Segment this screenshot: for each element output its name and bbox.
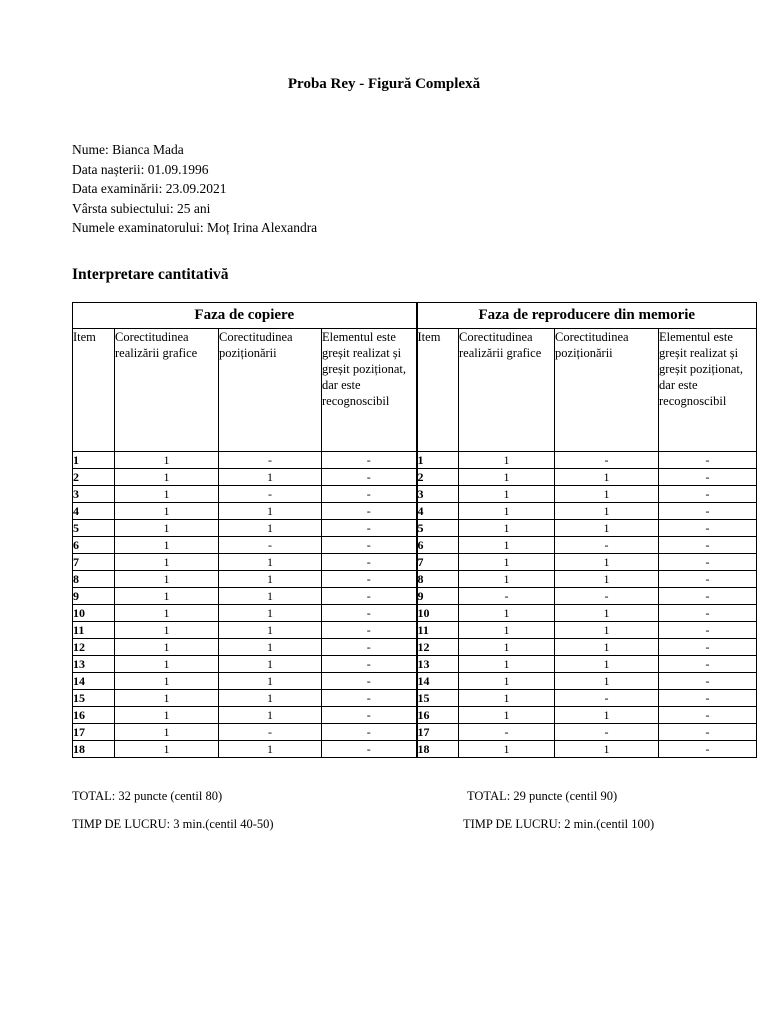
item-number-cell: 3 <box>417 486 459 503</box>
table-row <box>73 707 757 724</box>
col-recognizable: Elementul este greșit realizat și greșit poziționat, dar este recognoscibil <box>322 329 417 452</box>
item-number-cell: 2 <box>73 469 115 486</box>
score-cell: 1 <box>219 622 322 639</box>
table-row <box>73 588 757 605</box>
col-graphic-accuracy: Corectitudinea realizării grafice <box>115 329 219 452</box>
results-table <box>72 302 757 758</box>
item-number-cell: 7 <box>417 554 459 571</box>
score-cell: 1 <box>115 741 219 758</box>
score-cell: 1 <box>115 571 219 588</box>
item-number-cell: 8 <box>417 571 459 588</box>
table-row <box>73 605 757 622</box>
table-row <box>73 537 757 554</box>
exam-date: Data examinării: 23.09.2021 <box>72 181 227 196</box>
score-cell: - <box>219 452 322 469</box>
score-cell: 1 <box>555 656 659 673</box>
item-number-cell: 9 <box>73 588 115 605</box>
item-number-cell: 1 <box>73 452 115 469</box>
table-row <box>73 503 757 520</box>
score-cell: - <box>322 656 417 673</box>
score-cell: 1 <box>115 673 219 690</box>
section-title: Interpretare cantitativă <box>72 266 229 283</box>
item-number-cell: 12 <box>417 639 459 656</box>
item-number-cell: 18 <box>417 741 459 758</box>
item-number-cell: 15 <box>73 690 115 707</box>
score-cell: - <box>659 690 757 707</box>
copy-time: TIMP DE LUCRU: 3 min.(centil 40-50) <box>72 817 274 831</box>
item-number-cell: 14 <box>73 673 115 690</box>
item-number-cell: 6 <box>73 537 115 554</box>
score-cell: 1 <box>219 707 322 724</box>
score-cell: - <box>659 469 757 486</box>
score-cell: - <box>322 622 417 639</box>
score-cell: 1 <box>555 605 659 622</box>
score-cell: 1 <box>219 503 322 520</box>
col-item: Item <box>417 329 459 452</box>
score-cell: - <box>555 690 659 707</box>
score-cell: - <box>555 452 659 469</box>
score-cell: - <box>659 588 757 605</box>
score-cell: - <box>322 724 417 741</box>
table-row <box>73 486 757 503</box>
table-row <box>73 520 757 537</box>
item-number-cell: 6 <box>417 537 459 554</box>
score-cell: - <box>659 486 757 503</box>
score-cell: - <box>659 537 757 554</box>
examiner-name: Numele examinatorului: Moț Irina Alexandra <box>72 220 318 235</box>
score-cell: - <box>659 520 757 537</box>
score-cell: 1 <box>219 656 322 673</box>
score-cell: - <box>659 707 757 724</box>
score-cell: 1 <box>115 724 219 741</box>
score-cell: 1 <box>115 486 219 503</box>
score-cell: 1 <box>115 452 219 469</box>
score-cell: 1 <box>219 554 322 571</box>
score-cell: - <box>555 537 659 554</box>
score-cell: 1 <box>555 486 659 503</box>
score-cell: - <box>659 724 757 741</box>
score-cell: - <box>659 622 757 639</box>
score-cell: 1 <box>115 537 219 554</box>
phase-copy-header: Faza de copiere <box>73 303 417 329</box>
col-item: Item <box>73 329 115 452</box>
score-cell: - <box>555 588 659 605</box>
score-cell: - <box>459 724 555 741</box>
score-cell: 1 <box>459 452 555 469</box>
item-number-cell: 13 <box>73 656 115 673</box>
score-cell: - <box>659 503 757 520</box>
item-number-cell: 13 <box>417 656 459 673</box>
score-cell: - <box>219 724 322 741</box>
score-cell: 1 <box>219 469 322 486</box>
score-cell: 1 <box>555 707 659 724</box>
score-cell: 1 <box>555 571 659 588</box>
score-cell: - <box>322 537 417 554</box>
score-cell: 1 <box>219 605 322 622</box>
score-cell: - <box>322 639 417 656</box>
score-cell: - <box>659 571 757 588</box>
score-cell: 1 <box>219 520 322 537</box>
score-cell: - <box>659 656 757 673</box>
score-cell: 1 <box>459 520 555 537</box>
item-number-cell: 14 <box>417 673 459 690</box>
item-number-cell: 7 <box>73 554 115 571</box>
item-number-cell: 5 <box>73 520 115 537</box>
score-cell: - <box>659 741 757 758</box>
score-cell: - <box>659 452 757 469</box>
score-cell: - <box>659 673 757 690</box>
score-cell: 1 <box>115 639 219 656</box>
table-row <box>73 673 757 690</box>
score-cell: 1 <box>115 554 219 571</box>
item-number-cell: 10 <box>73 605 115 622</box>
score-cell: 1 <box>115 520 219 537</box>
subject-age: Vârsta subiectului: 25 ani <box>72 200 211 216</box>
item-number-cell: 4 <box>73 503 115 520</box>
score-cell: - <box>659 639 757 656</box>
table-row <box>73 469 757 486</box>
table-row <box>73 724 757 741</box>
score-cell: 1 <box>459 554 555 571</box>
table-row <box>73 571 757 588</box>
score-cell: - <box>322 503 417 520</box>
score-cell: 1 <box>115 656 219 673</box>
score-cell: 1 <box>555 741 659 758</box>
item-number-cell: 3 <box>73 486 115 503</box>
item-number-cell: 11 <box>417 622 459 639</box>
memory-time: TIMP DE LUCRU: 2 min.(centil 100) <box>463 817 655 831</box>
score-cell: - <box>322 741 417 758</box>
score-cell: 1 <box>115 622 219 639</box>
score-cell: - <box>322 520 417 537</box>
score-cell: - <box>322 452 417 469</box>
item-number-cell: 17 <box>417 724 459 741</box>
score-cell: 1 <box>555 673 659 690</box>
item-number-cell: 10 <box>417 605 459 622</box>
score-cell: 1 <box>115 690 219 707</box>
score-cell: 1 <box>555 639 659 656</box>
table-row <box>73 452 757 469</box>
score-cell: 1 <box>219 571 322 588</box>
score-cell: - <box>659 605 757 622</box>
table-row <box>73 639 757 656</box>
score-cell: 1 <box>555 622 659 639</box>
table-row <box>73 656 757 673</box>
score-cell: 1 <box>115 469 219 486</box>
score-cell: - <box>555 724 659 741</box>
score-cell: - <box>322 588 417 605</box>
score-cell: - <box>322 673 417 690</box>
phase-memory-header: Faza de reproducere din memorie <box>417 303 757 329</box>
score-cell: 1 <box>459 639 555 656</box>
item-number-cell: 15 <box>417 690 459 707</box>
item-number-cell: 2 <box>417 469 459 486</box>
item-number-cell: 9 <box>417 588 459 605</box>
item-number-cell: 8 <box>73 571 115 588</box>
score-cell: 1 <box>555 503 659 520</box>
birth-date: Data nașterii: 01.09.1996 <box>72 161 209 177</box>
item-number-cell: 16 <box>73 707 115 724</box>
score-cell: 1 <box>459 571 555 588</box>
score-cell: 1 <box>459 537 555 554</box>
item-number-cell: 5 <box>417 520 459 537</box>
memory-total: TOTAL: 29 puncte (centil 90) <box>467 789 618 803</box>
score-cell: 1 <box>555 469 659 486</box>
table-row <box>73 622 757 639</box>
score-cell: 1 <box>459 503 555 520</box>
score-cell: 1 <box>219 639 322 656</box>
table-row <box>73 690 757 707</box>
score-cell: - <box>322 486 417 503</box>
score-cell: - <box>322 469 417 486</box>
col-recognizable: Elementul este greșit realizat și greșit poziționat, dar este recognoscibil <box>659 329 757 452</box>
score-cell: 1 <box>459 486 555 503</box>
subject-info <box>72 140 317 238</box>
document-title: Proba Rey - Figură Complexă <box>287 76 481 92</box>
table-row <box>73 741 757 758</box>
col-graphic-accuracy: Corectitudinea realizării grafice <box>459 329 555 452</box>
score-cell: - <box>322 707 417 724</box>
score-cell: - <box>219 486 322 503</box>
score-cell: 1 <box>115 707 219 724</box>
score-cell: - <box>459 588 555 605</box>
item-number-cell: 4 <box>417 503 459 520</box>
score-cell: - <box>219 537 322 554</box>
copy-total: TOTAL: 32 puncte (centil 80) <box>72 789 223 803</box>
score-cell: 1 <box>459 622 555 639</box>
score-cell: 1 <box>459 690 555 707</box>
score-cell: 1 <box>459 469 555 486</box>
score-cell: - <box>322 690 417 707</box>
score-cell: - <box>322 554 417 571</box>
score-cell: 1 <box>219 673 322 690</box>
score-cell: 1 <box>115 503 219 520</box>
score-cell: 1 <box>459 605 555 622</box>
item-number-cell: 1 <box>417 452 459 469</box>
item-number-cell: 16 <box>417 707 459 724</box>
item-number-cell: 17 <box>73 724 115 741</box>
score-cell: 1 <box>555 554 659 571</box>
subject-name: Nume: Bianca Mada <box>72 142 184 157</box>
item-number-cell: 18 <box>73 741 115 758</box>
score-cell: - <box>322 605 417 622</box>
score-cell: 1 <box>555 520 659 537</box>
score-cell: - <box>322 571 417 588</box>
score-cell: - <box>659 554 757 571</box>
score-cell: 1 <box>219 741 322 758</box>
score-cell: 1 <box>459 673 555 690</box>
score-cell: 1 <box>219 690 322 707</box>
item-number-cell: 11 <box>73 622 115 639</box>
score-cell: 1 <box>115 588 219 605</box>
score-cell: 1 <box>219 588 322 605</box>
col-position-accuracy: Corectitudinea poziționării <box>555 329 659 452</box>
score-cell: 1 <box>459 656 555 673</box>
score-cell: 1 <box>459 741 555 758</box>
score-cell: 1 <box>115 605 219 622</box>
table-row <box>73 554 757 571</box>
score-cell: 1 <box>459 707 555 724</box>
col-position-accuracy: Corectitudinea poziționării <box>219 329 322 452</box>
item-number-cell: 12 <box>73 639 115 656</box>
